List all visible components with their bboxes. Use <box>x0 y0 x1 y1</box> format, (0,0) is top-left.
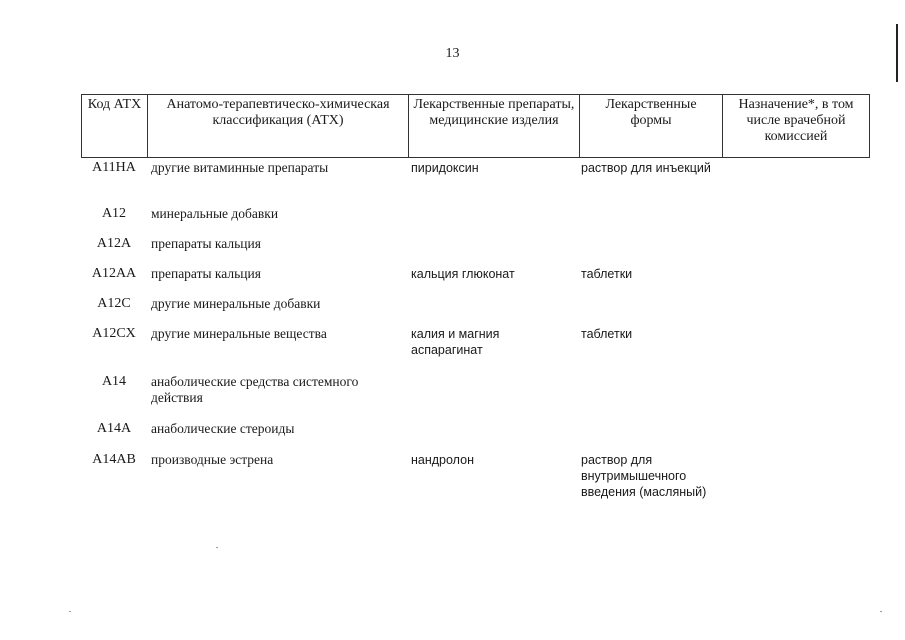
row-drug: калия и магния аспарагинат <box>411 327 500 357</box>
row-code: A11HA <box>92 160 136 175</box>
scan-speck <box>69 611 71 612</box>
row-code: A12C <box>97 296 131 311</box>
row-code: A12 <box>101 206 127 221</box>
row-form: раствор для инъекций <box>581 161 711 175</box>
row-drug: кальция глюконат <box>411 267 515 281</box>
row-drug: нандролон <box>411 453 474 467</box>
row-classification: препараты кальция <box>151 236 261 251</box>
row-code: A12AA <box>91 266 137 281</box>
header-classification: Анатомо-терапевтическо-химическая классификация (АТХ) <box>148 95 409 158</box>
row-classification: другие минеральные добавки <box>151 296 321 311</box>
scan-speck <box>880 611 882 612</box>
row-code: A12CX <box>92 326 136 341</box>
margin-bar <box>896 24 898 82</box>
row-code: A14 <box>101 374 127 389</box>
row-code: A14A <box>96 421 132 436</box>
page-number: 13 <box>445 46 460 61</box>
row-classification: минеральные добавки <box>151 206 279 221</box>
row-code: A12A <box>96 236 132 251</box>
row-form: раствор для внутримышечного введения (масляный) <box>581 453 707 499</box>
header-drugs: Лекарственные препараты, медицинские изделия <box>409 95 580 158</box>
header-purpose: Назначение*, в том числе врачебной комиссией <box>723 95 870 158</box>
row-classification: препараты кальция <box>151 266 261 281</box>
header-row <box>82 95 870 158</box>
row-classification: производные эстрена <box>151 452 274 467</box>
row-form: таблетки <box>581 267 633 281</box>
header-forms: Лекарственные формы <box>580 95 723 158</box>
scan-speck <box>216 547 218 548</box>
row-classification: другие минеральные вещества <box>151 326 327 341</box>
table-header <box>81 94 870 158</box>
row-code: A14AB <box>92 452 136 467</box>
row-classification: анаболические стероиды <box>151 421 295 436</box>
header-code: Код АТХ <box>82 95 148 158</box>
row-form: таблетки <box>581 327 633 341</box>
row-drug: пиридоксин <box>411 161 479 175</box>
row-classification: анаболические средства системного действия <box>151 374 359 405</box>
row-classification: другие витаминные препараты <box>151 160 329 175</box>
